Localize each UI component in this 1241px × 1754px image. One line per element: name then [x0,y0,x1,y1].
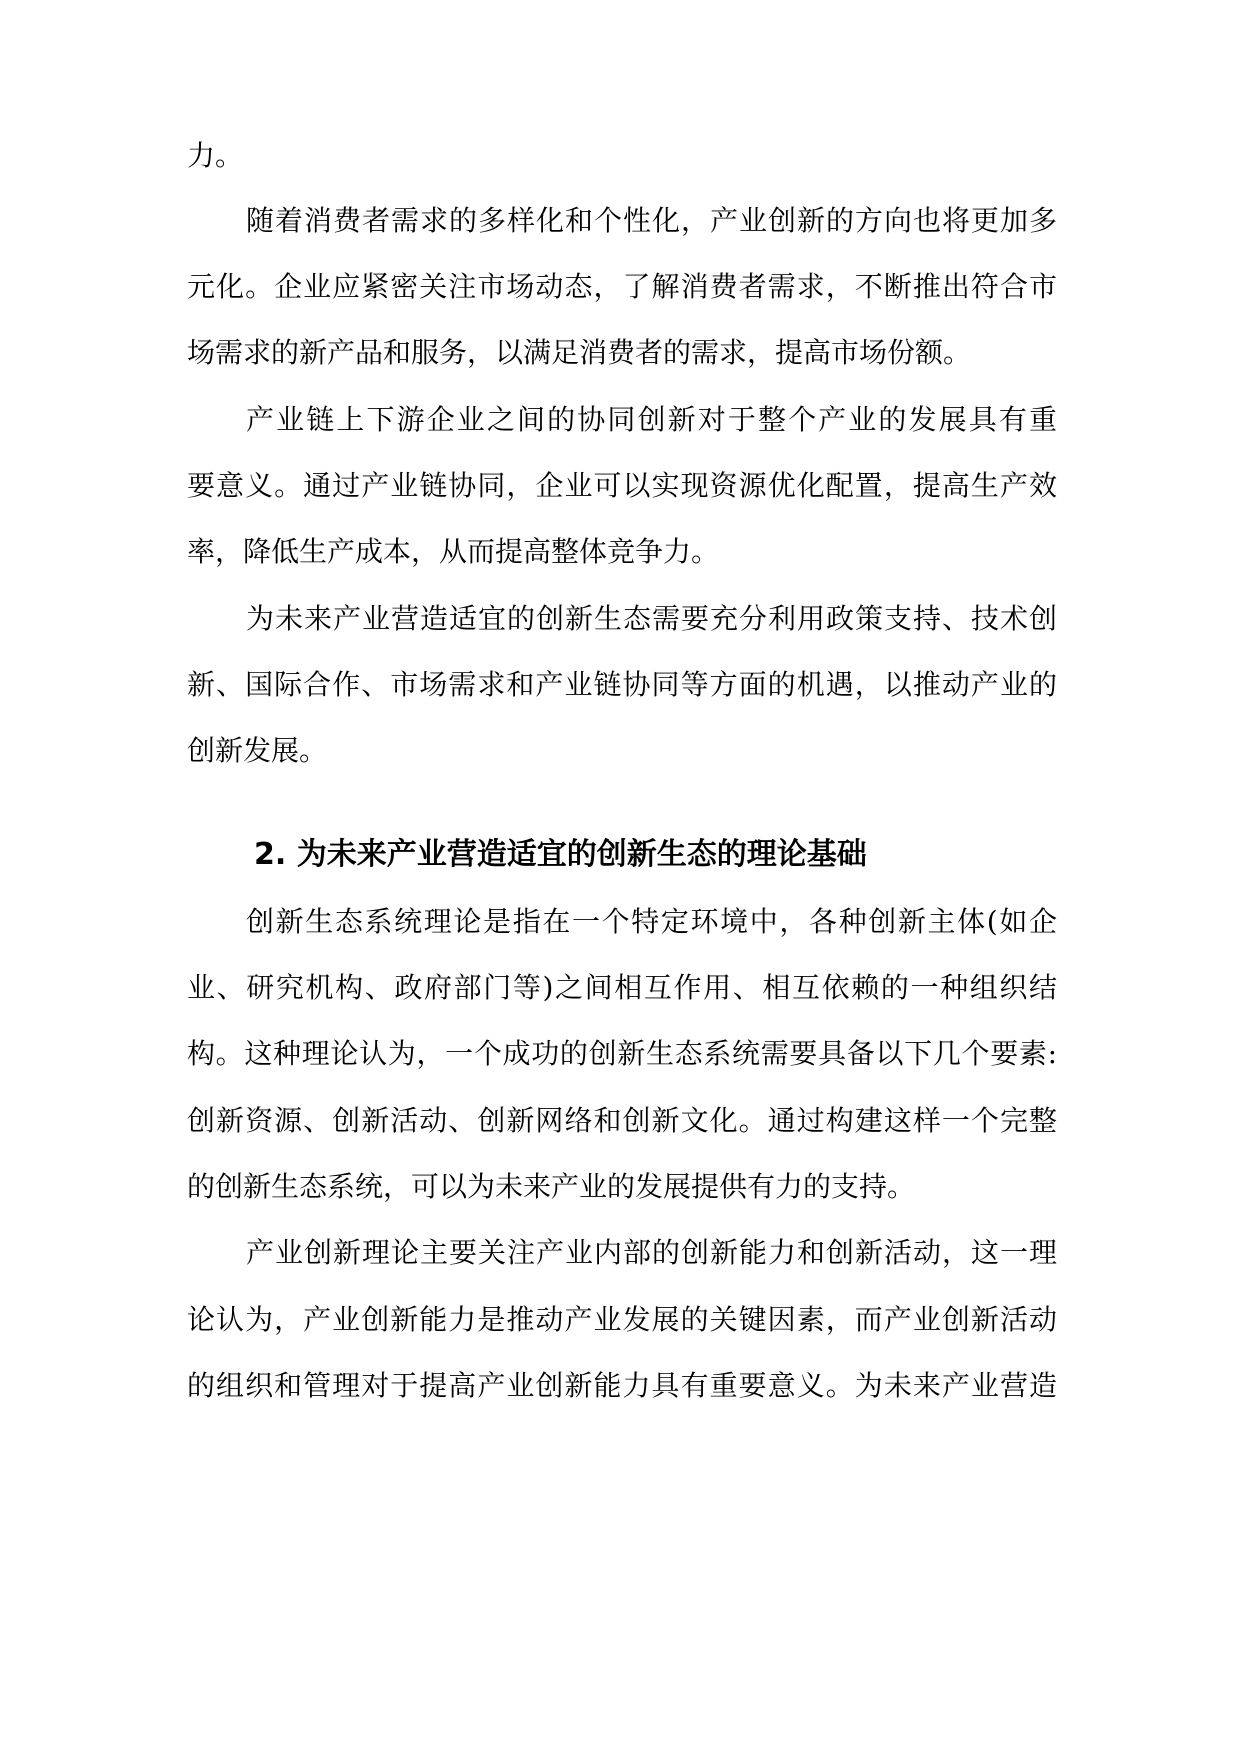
paragraph-line: 的创新生态系统，可以为未来产业的发展提供有力的支持。 [187,1170,916,1203]
paragraph-line: 创新资源、创新活动、创新网络和创新文化。通过构建这样一个完整 [187,1104,1057,1137]
paragraph-line: 率，降低生产成本，从而提高整体竞争力。 [187,535,720,568]
paragraph-line: 要意义。通过产业链协同，企业可以实现资源优化配置，提高生产效 [187,469,1057,502]
paragraph-line: 随着消费者需求的多样化和个性化，产业创新的方向也将更加多 [246,204,1057,237]
paragraph-line: 力。 [187,139,244,172]
paragraph-line: 场需求的新产品和服务，以满足消费者的需求，提高市场份额。 [187,336,972,369]
paragraph-line: 的组织和管理对于提高产业创新能力具有重要意义。为未来产业营造 [187,1369,1057,1402]
paragraph-line: 业、研究机构、政府部门等)之间相互作用、相互依赖的一种组织结 [187,971,1057,1004]
paragraph-line: 新、国际合作、市场需求和产业链协同等方面的机遇，以推动产业的 [187,668,1057,701]
paragraph-line: 产业创新理论主要关注产业内部的创新能力和创新活动，这一理 [246,1236,1057,1269]
paragraph-line: 创新发展。 [187,734,328,767]
section-heading: 2. 为未来产业营造适宜的创新生态的理论基础 [254,837,867,872]
paragraph-line: 为未来产业营造适宜的创新生态需要充分利用政策支持、技术创 [246,602,1057,635]
paragraph-line: 产业链上下游企业之间的协同创新对于整个产业的发展具有重 [246,403,1057,436]
paragraph-line: 创新生态系统理论是指在一个特定环境中，各种创新主体(如企 [246,905,1057,938]
paragraph-line: 元化。企业应紧密关注市场动态，了解消费者需求，不断推出符合市 [187,270,1057,303]
paragraph-line: 构。这种理论认为，一个成功的创新生态系统需要具备以下几个要素: [187,1037,1057,1070]
paragraph-line: 论认为，产业创新能力是推动产业发展的关键因素，而产业创新活动 [187,1303,1057,1336]
